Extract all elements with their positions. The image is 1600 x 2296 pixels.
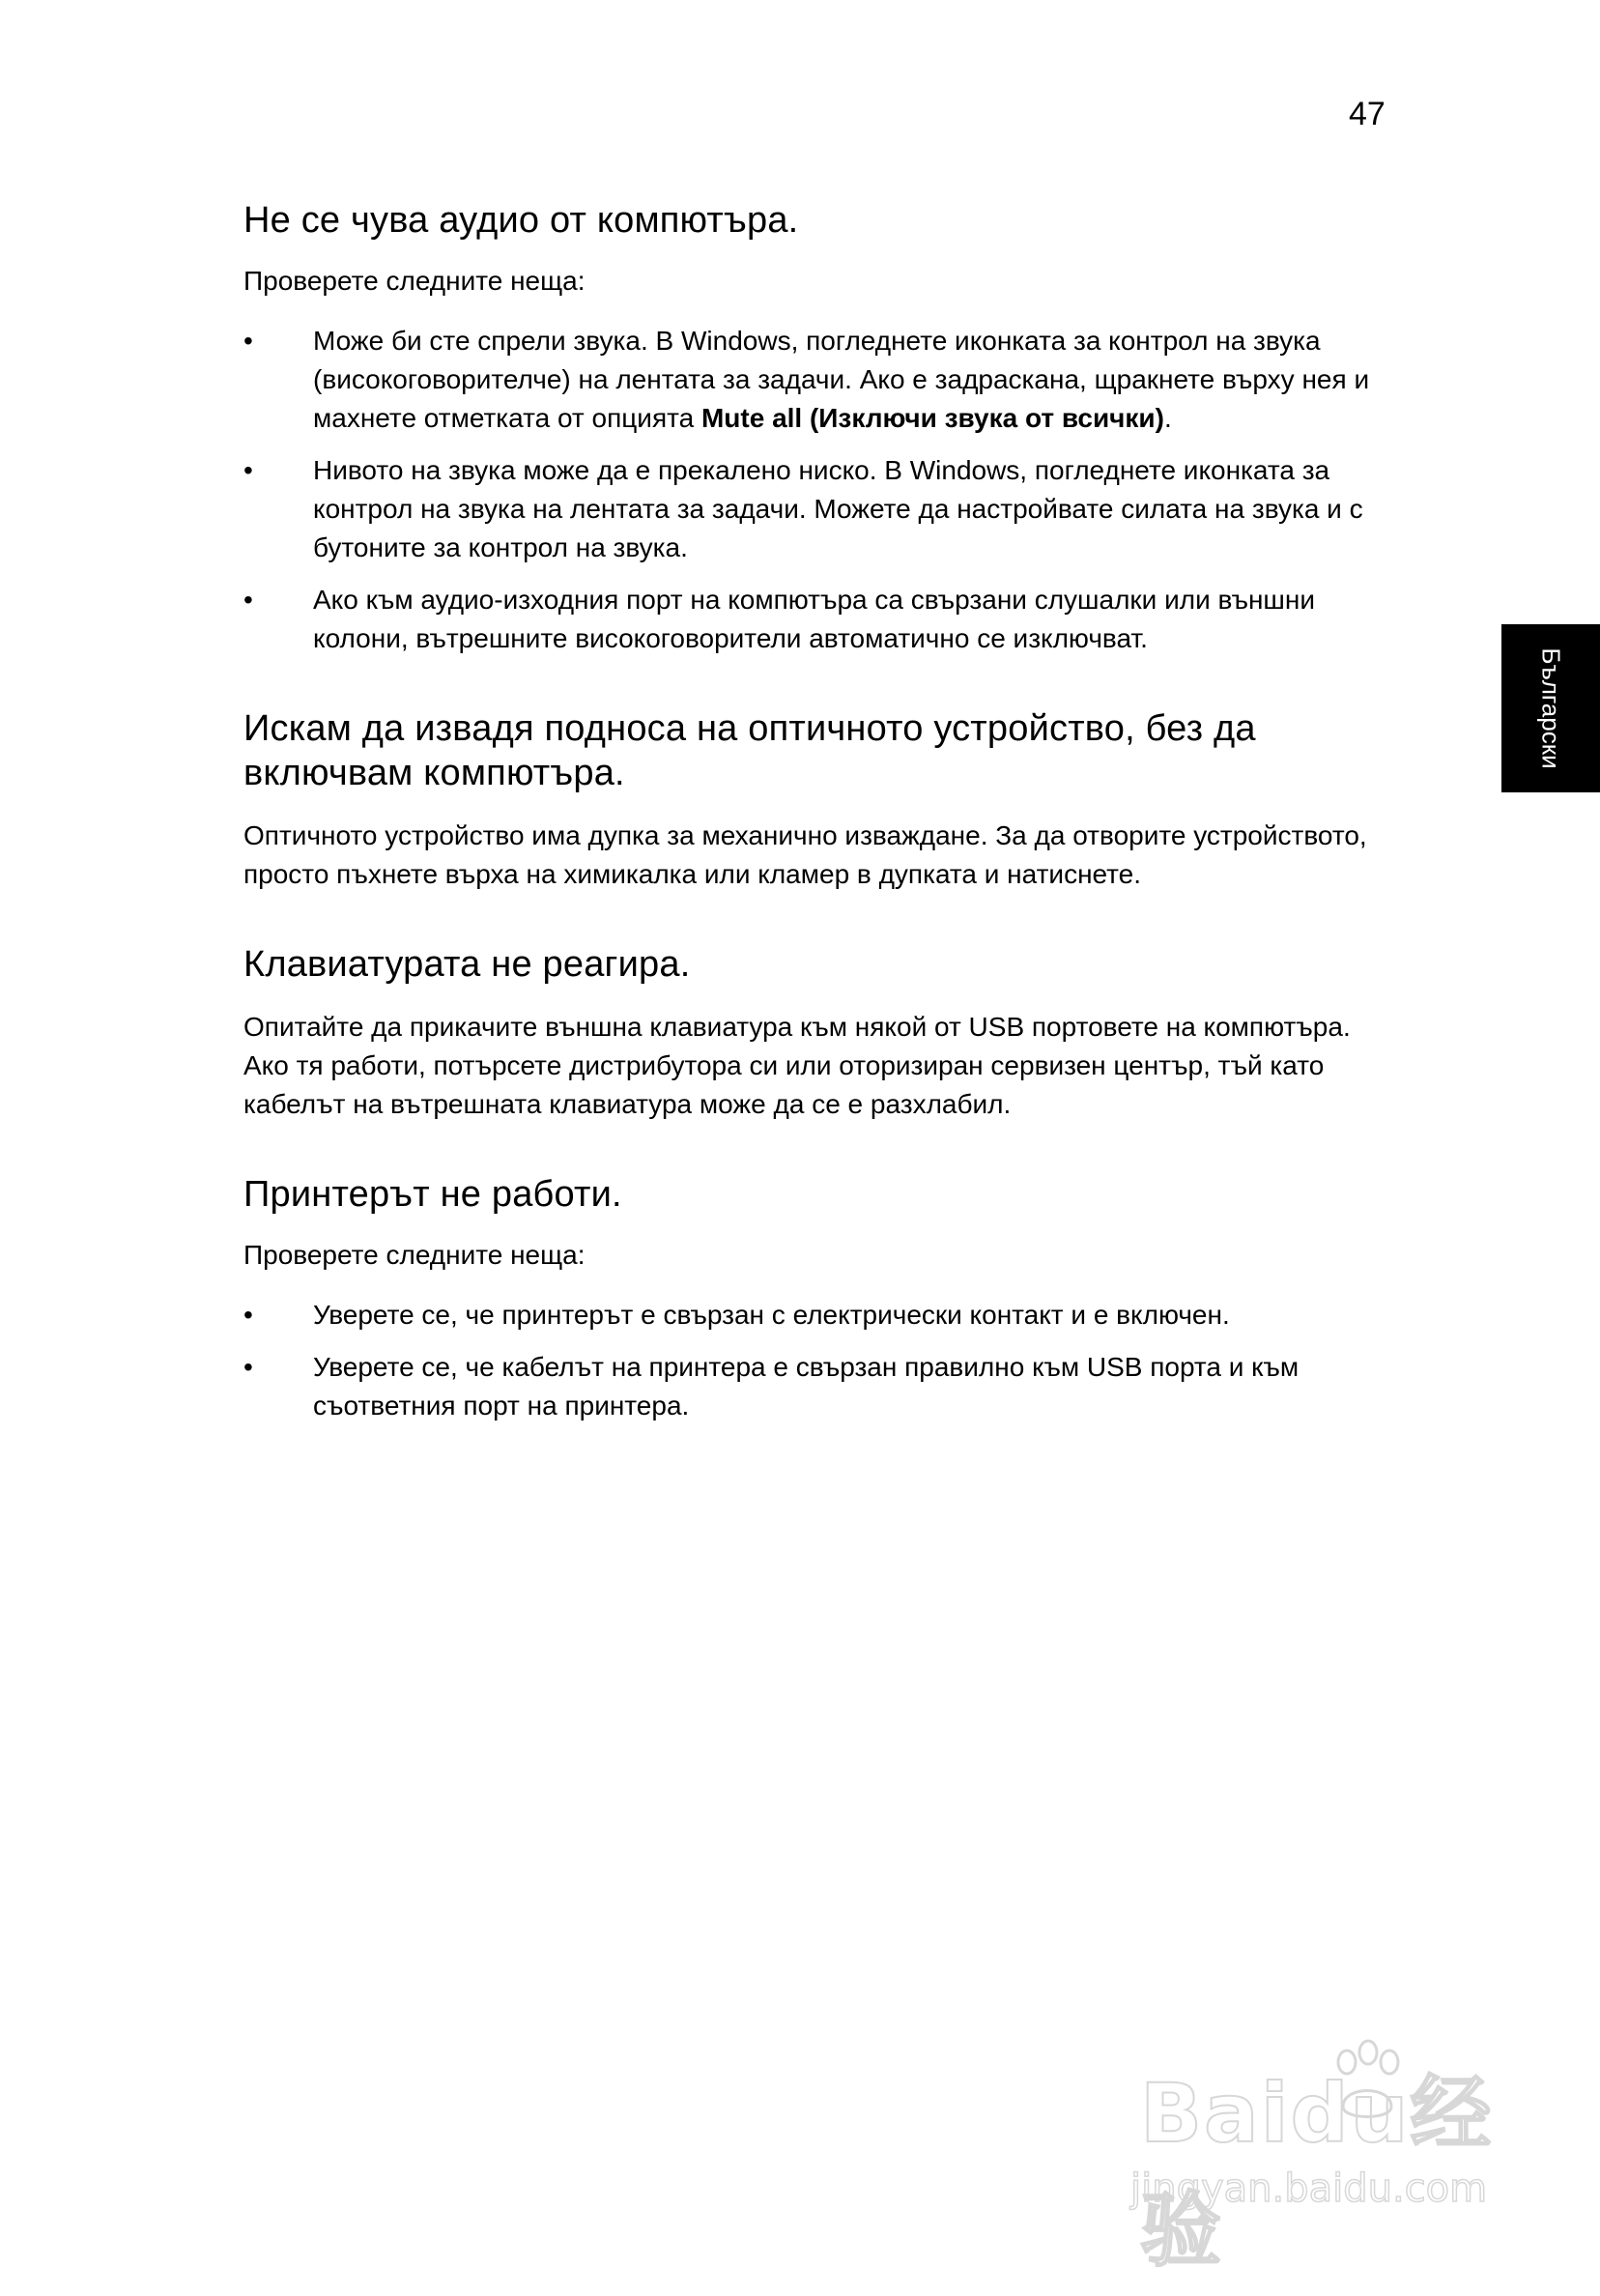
section-heading-keyboard: Клавиатурата не реагира. xyxy=(243,944,691,985)
baidu-watermark xyxy=(1121,2039,1507,2278)
bullet-bold-option: Mute all (Изключи звука от всички) xyxy=(700,403,1164,433)
bullet-text: Уверете се, че принтерът е свързан с електрически контакт и е включен. xyxy=(313,1300,1230,1330)
list-item xyxy=(243,322,1393,438)
section-body: Опитайте да прикачите външна клавиатура към някой от USB портовете на компютъра. Ако тя работи, потърсете дистрибутора си или оторизиран сервизен център, тъй като кабелът на вътрешната клавиатура може да се е разхлабил. xyxy=(243,1012,1351,1119)
bullet-text: Ако към аудио-изходния порт на компютъра са свързани слушалки или външни колони, вътрешните високоговорители автоматично се изключват. xyxy=(313,585,1315,653)
bullet-text-end: . xyxy=(1163,403,1172,433)
bullet-list xyxy=(243,1296,1393,1425)
section-heading-printer: Принтерът не работи. xyxy=(243,1174,622,1215)
list-item xyxy=(243,581,1393,658)
section-intro: Проверете следните неща: xyxy=(243,266,586,296)
bullet-list xyxy=(243,322,1393,658)
watermark-url: jingyan.baidu.com xyxy=(1130,2167,1488,2211)
section-intro: Проверете следните неща: xyxy=(243,1240,586,1270)
section-heading-no-audio: Не се чува аудио от компютъра. xyxy=(243,200,799,241)
bullet-text: Уверете се, че кабелът на принтера е свързан правилно към USB порта и към съответния порт на принтера. xyxy=(313,1352,1300,1421)
list-item xyxy=(243,1296,1393,1335)
bullet-glyph: • xyxy=(243,326,253,356)
bullet-glyph: • xyxy=(243,585,253,615)
document-body xyxy=(243,198,1393,1425)
bullet-text: Нивото на звука може да е прекалено ниско. В Windows, погледнете иконката за контрол на звука на лентата за задачи. Можете да настройвате силата на звука и с бутоните за контрол на звука. xyxy=(313,455,1363,562)
list-item xyxy=(243,1348,1393,1425)
language-side-tab-label: Български xyxy=(1536,647,1566,769)
language-side-tab xyxy=(1501,624,1600,792)
list-item xyxy=(243,451,1393,567)
watermark-logo-text: Baidu经验 xyxy=(1140,2066,1494,2278)
section-heading-optical-tray: Искам да извадя подноса на оптичното устройство, без да включвам компютъра. xyxy=(243,708,1256,793)
bullet-text: Може би сте спрели звука. В Windows, погледнете иконката за контрол на звука (високоговорителче) на лентата за задачи. Ако е задраскана, щракнете върху нея и махнете отметката от опцията xyxy=(313,326,1370,433)
bullet-glyph: • xyxy=(243,1352,253,1382)
page-number: 47 xyxy=(1349,96,1386,132)
bullet-glyph: • xyxy=(243,455,253,485)
bullet-glyph: • xyxy=(243,1300,253,1330)
section-body: Оптичното устройство има дупка за механично изваждане. За да отворите устройството, просто пъхнете върха на химикалка или кламер в дупката и натиснете. xyxy=(243,820,1367,889)
